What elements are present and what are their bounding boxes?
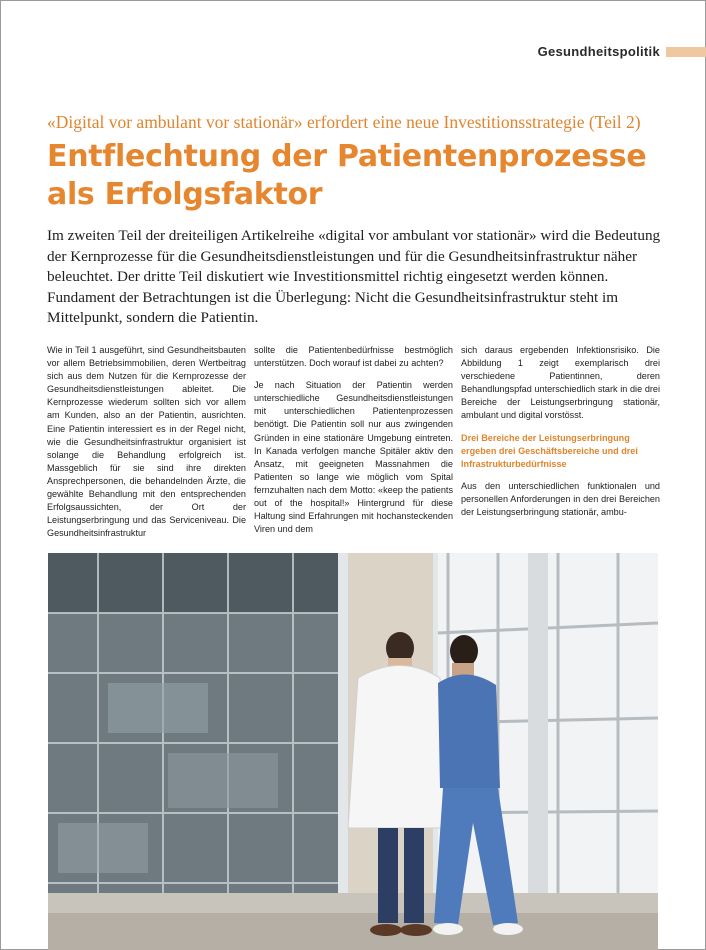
article-kicker: «Digital vor ambulant vor stationär» erfordert eine neue Investitionsstrategie (Teil 2) xyxy=(47,112,641,132)
text-column-2 xyxy=(254,344,453,536)
photo-illustration xyxy=(48,553,658,950)
headline-line-1: Entflechtung der Patientenprozesse xyxy=(47,139,647,174)
body-paragraph: Aus den unterschiedlichen funktionalen und personellen Anforderungen in den drei Bereichen der Leistungserbringung stationär, ambu- xyxy=(461,480,660,518)
section-tag: Gesundheitspolitik xyxy=(537,44,660,59)
headline-line-2: als Erfolgsfaktor xyxy=(47,177,323,212)
text-column-1 xyxy=(47,344,246,540)
body-paragraph: Wie in Teil 1 ausgeführt, sind Gesundheitsbauten vor allem Betriebsimmobilien, deren Wertbeitrag sich aus dem Nutzen für die Kernprozesse der Gesundheitsdienstleistungen ableitet. Die Kernprozesse wiederum sollten sich vor allem am Kunden, also an der Patientin, ausrichten. Eine Patientin interessiert es in der Regel nicht, wie die Gesundheitsinfrastruktur organisiert ist solange die Behandlung erfolgreich ist. Massgeblich für sie sind ihre direkten Ansprechpersonen, die behandelnden Ärzte, die gewählte Behandlung mit den entsprechenden Erfolgsaussichten, der Ort der Leistungserbringung und das Serviceniveau. Die Gesundheitsinfrastruktur xyxy=(47,345,246,539)
body-paragraph: Je nach Situation der Patientin werden unterschiedliche Gesundheitsdienstleistungen mit unterschiedlichen Patientenprozessen benötigt. Die Patientin soll nur aus zwingenden Gründen in eine stationäre Umgebung eintreten. In Kanada verfolgen manche Spitäler aktiv den Ansatz, mit geeigneten Massnahmen die Patienten so lange wie möglich vom Spital fernzuhalten nach dem Motto: «keep the patients out of the hospital!» Hintergrund für diese Haltung sind Erfahrungen mit hochansteckenden Viren und dem xyxy=(254,380,453,535)
section-accent-bar xyxy=(666,47,706,57)
hospital-hall-photo xyxy=(48,553,658,950)
body-paragraph: sollte die Patientenbedürfnisse bestmöglich unterstützen. Doch worauf ist dabei zu achten? xyxy=(254,345,453,369)
body-paragraph: sich daraus ergebenden Infektionsrisiko. Die Abbildung 1 zeigt exemplarisch drei verschiedene Patientinnen, deren Behandlungspfad unterschiedlich stark in die drei Bereiche der Leistungserbringung stationär, ambulant und digital vorstösst. xyxy=(461,345,660,421)
article-headline xyxy=(47,138,677,214)
section-subhead: Drei Bereiche der Leistungserbringung ergeben drei Geschäftsbereiche und drei Infrastrukturbedürfnisse xyxy=(461,432,638,469)
article-lead: Im zweiten Teil der dreiteiligen Artikelreihe «digital vor ambulant vor stationär» wird die Bedeutung der Kernprozesse für die Gesundheitsdienstleistungen und für die Gesundheitsinfrastruktur näher beleuchtet. Der dritte Teil diskutiert wie Investitionsmittel richtig eingesetzt werden können. Fundament der Betrachtungen ist die Überlegung: Nicht die Gesundheitsinfrastruktur steht im Mittelpunkt, sondern die Patientin. xyxy=(47,227,661,326)
text-column-3 xyxy=(461,344,660,519)
